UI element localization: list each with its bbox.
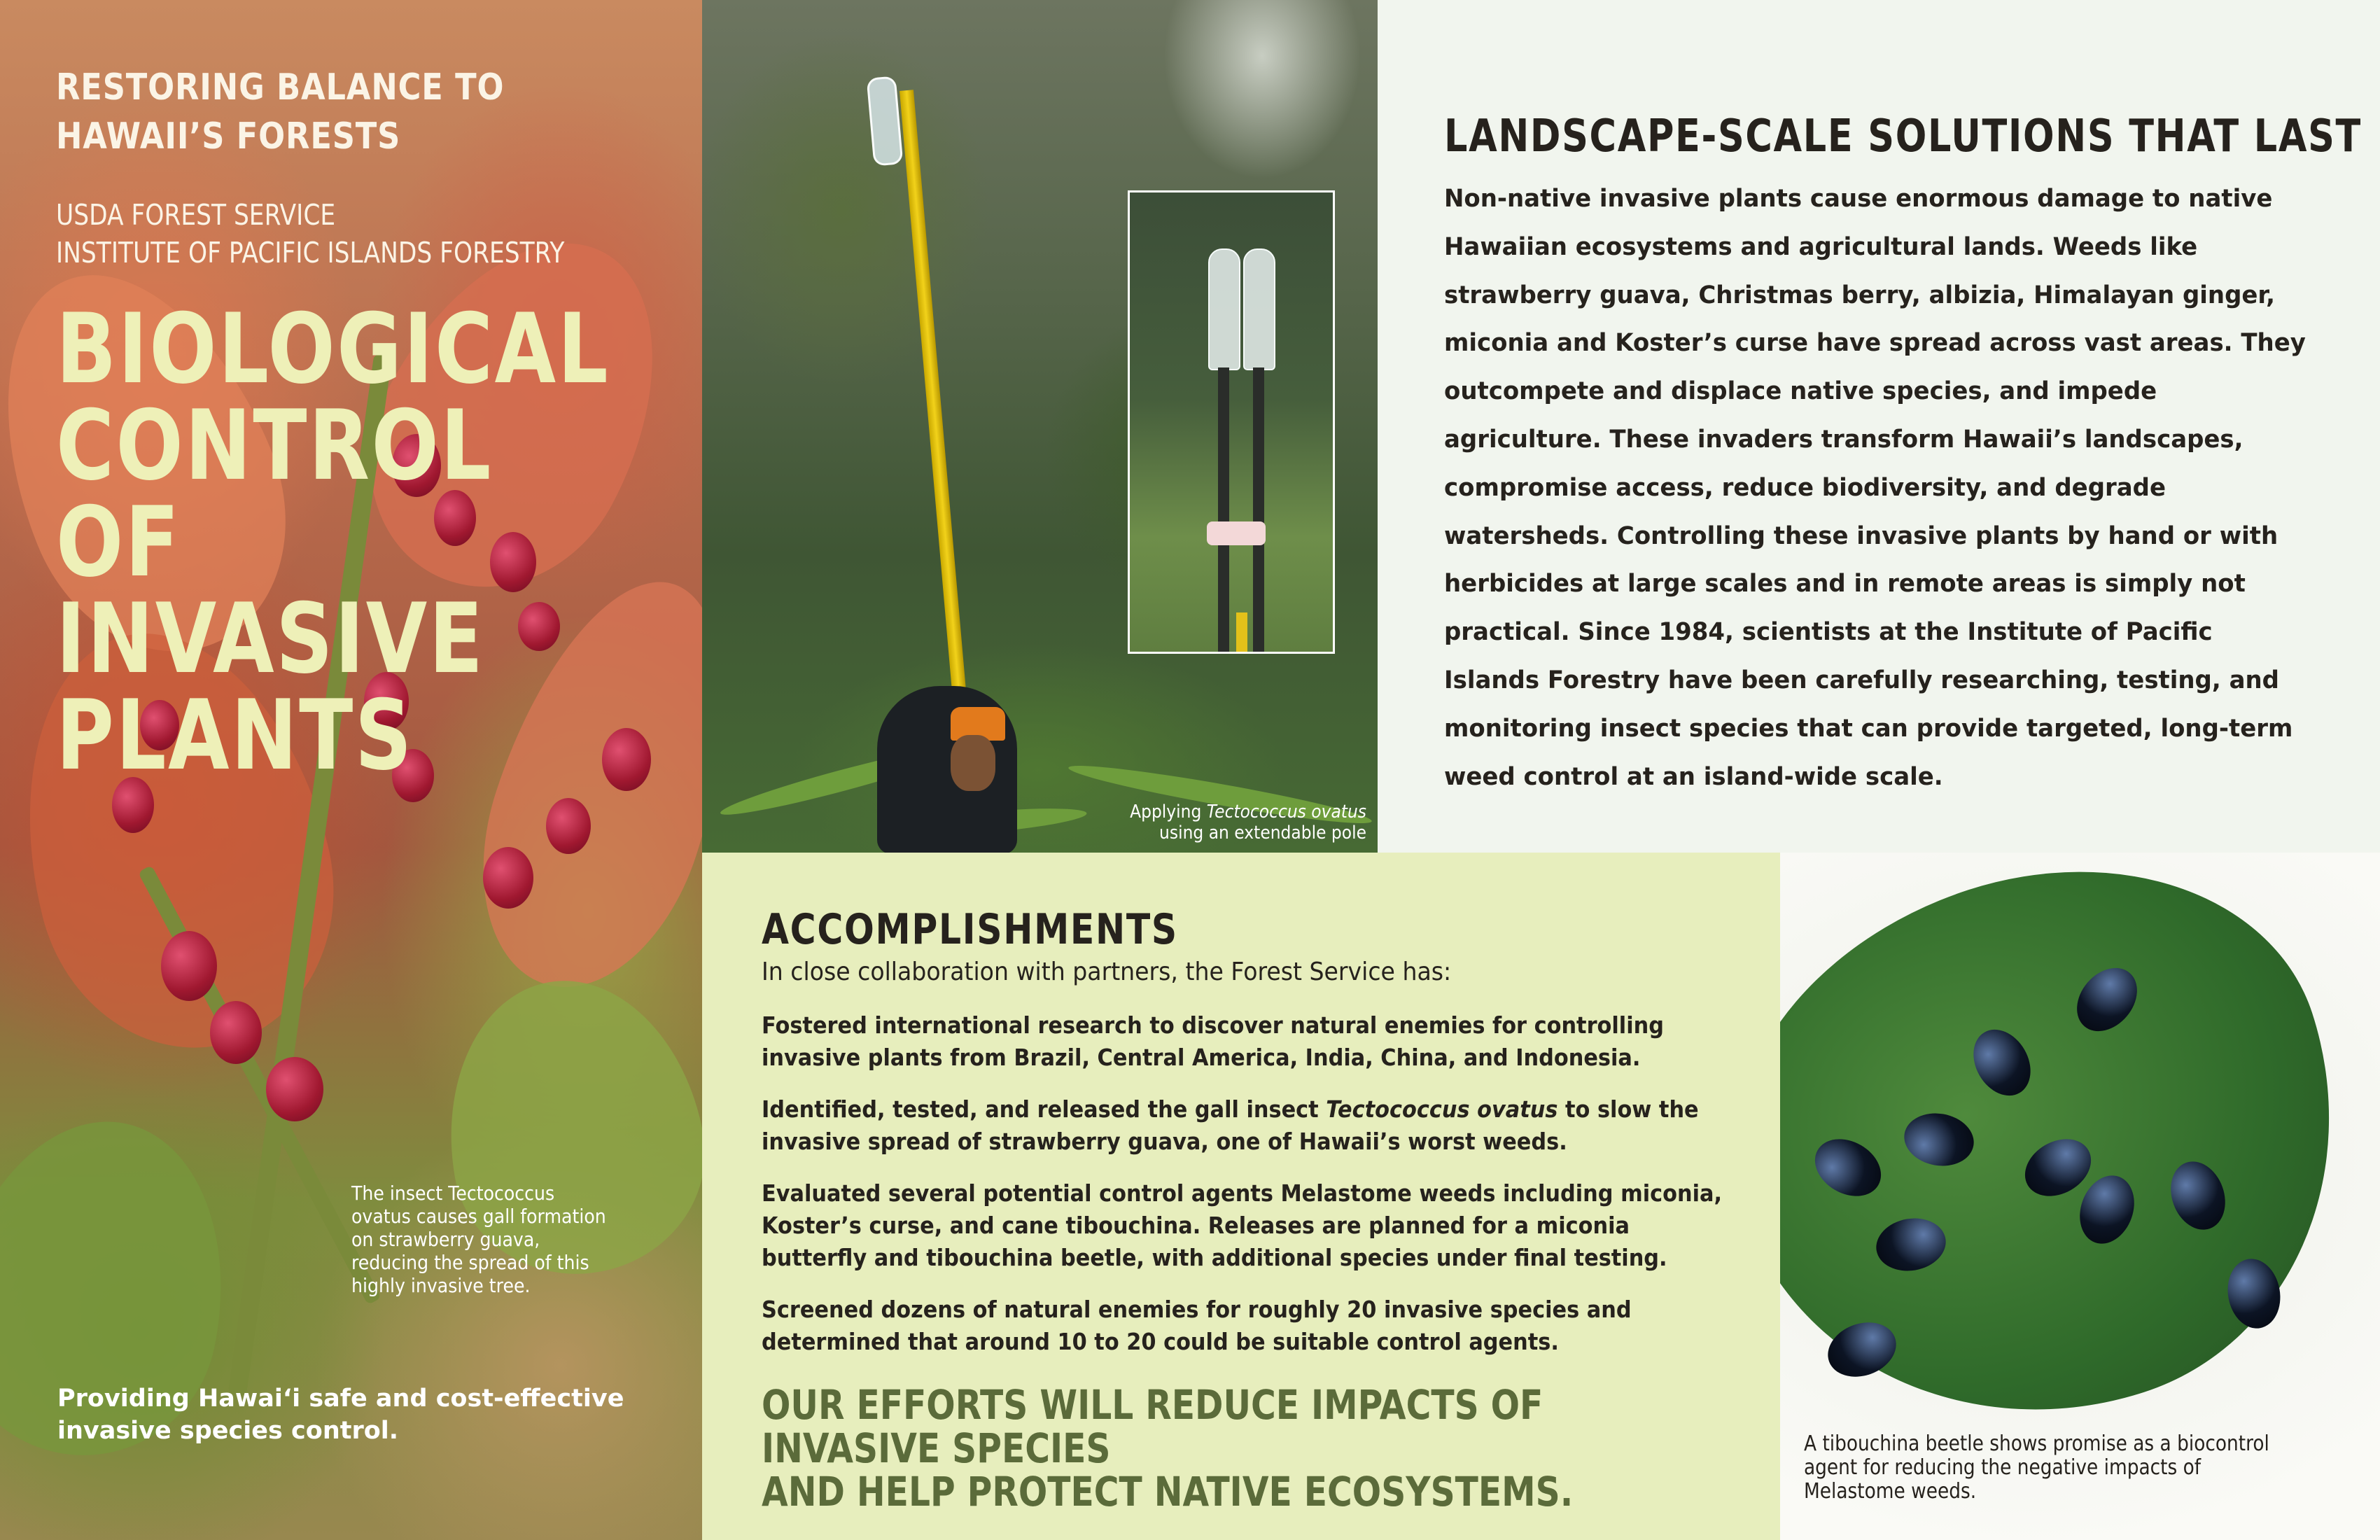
beetle-photo xyxy=(1780,853,2380,1540)
main-title-line: CONTROL OF xyxy=(56,389,493,598)
main-title-line: INVASIVE xyxy=(56,582,485,695)
extendable-pole xyxy=(899,90,972,760)
accomplishment-item: Fostered international research to discover natural enemies for controlling invasive plants from Brazil, Central America, India, China, and Indonesia. xyxy=(762,1011,1664,1071)
guava-photo-caption: The insect Tectococcus ovatus causes gall formation on strawberry guava, reducing the spread of this highly invasive tree. xyxy=(351,1182,606,1297)
accomplishments-section xyxy=(702,853,1780,1540)
main-title-line: BIOLOGICAL xyxy=(56,293,610,405)
cover-kicker xyxy=(56,63,504,161)
main-title-line: PLANTS xyxy=(56,679,414,792)
closing-statement xyxy=(762,1381,1644,1516)
main-title xyxy=(56,293,610,792)
caption-text: Applying xyxy=(1130,802,1207,822)
accomplishment-item: Screened dozens of natural enemies for roughly 20 invasive species and determined that around 10 to 20 could be suitable control agents. xyxy=(762,1296,1632,1355)
accomplishments-intro: In close collaboration with partners, the Forest Service has: xyxy=(762,958,1452,986)
cover-panel xyxy=(0,0,702,1540)
cover-kicker-line: RESTORING BALANCE TO xyxy=(56,66,505,108)
item-species: Tectococcus ovatus xyxy=(1326,1096,1558,1123)
item-text: to slow the invasive spread of strawberry guava, one of Hawaii’s worst weeds. xyxy=(762,1096,1699,1155)
landscape-heading: LANDSCAPE-SCALE SOLUTIONS THAT LAST xyxy=(1444,111,2362,162)
pole-application-photo xyxy=(702,0,1378,853)
closing-line: OUR EFFORTS WILL REDUCE IMPACTS OF INVASIVE SPECIES xyxy=(762,1381,1544,1472)
cover-tagline: Providing Hawai‘i safe and cost-effective invasive species control. xyxy=(57,1385,624,1445)
item-text: Identified, tested, and released the gall insect xyxy=(762,1096,1326,1123)
landscape-section xyxy=(1444,105,2362,801)
dispenser-bottle xyxy=(867,76,904,166)
org-line: USDA FOREST SERVICE xyxy=(56,198,336,232)
closing-line: AND HELP PROTECT NATIVE ECOSYSTEMS. xyxy=(762,1468,1574,1516)
accomplishments-heading: ACCOMPLISHMENTS xyxy=(762,905,1178,954)
caption-text: using an extendable pole xyxy=(1159,822,1366,844)
organization-name xyxy=(56,196,564,272)
org-line: INSTITUTE OF PACIFIC ISLANDS FORESTRY xyxy=(56,236,565,270)
cover-kicker-line: HAWAII’S FORESTS xyxy=(56,115,401,158)
dispenser-inset-photo xyxy=(1128,190,1335,654)
caption-species: Tectococcus ovatus xyxy=(1206,802,1366,822)
accomplishment-item: Evaluated several potential control agents Melastome weeds including miconia, Koster’s curse, and cane tibouchina. Releases are planned for a miconia butterfly and tibouchina beetle, with additional species under final testing. xyxy=(762,1180,1723,1271)
accomplishment-item xyxy=(762,1093,1734,1158)
pole-photo-caption xyxy=(1114,802,1366,844)
beetle-photo-caption: A tibouchina beetle shows promise as a biocontrol agent for reducing the negative impacts of Melastome weeds. xyxy=(1804,1432,2269,1504)
landscape-body: Non-native invasive plants cause enormous damage to native Hawaiian ecosystems and agricultural lands. Weeds like strawberry guava, Christmas berry, albizia, Himalayan ginger, miconia and Koster’s curse have spread across vast areas. They outcompete and displace native species, and impede agriculture. These invaders transform Hawaii’s landscapes, compromise access, reduce biodiversity, and degrade watersheds. Controlling these invasive plants by hand or with herbicides at large scales and in remote areas is simply not practical. Since 1984, scientists at the Institute of Pacific Islands Forestry have been carefully researching, testing, and monitoring insect species that can provide targeted, long-term weed control at an island-wide scale. xyxy=(1444,185,2306,791)
accomplishments-list xyxy=(762,1009,1756,1378)
